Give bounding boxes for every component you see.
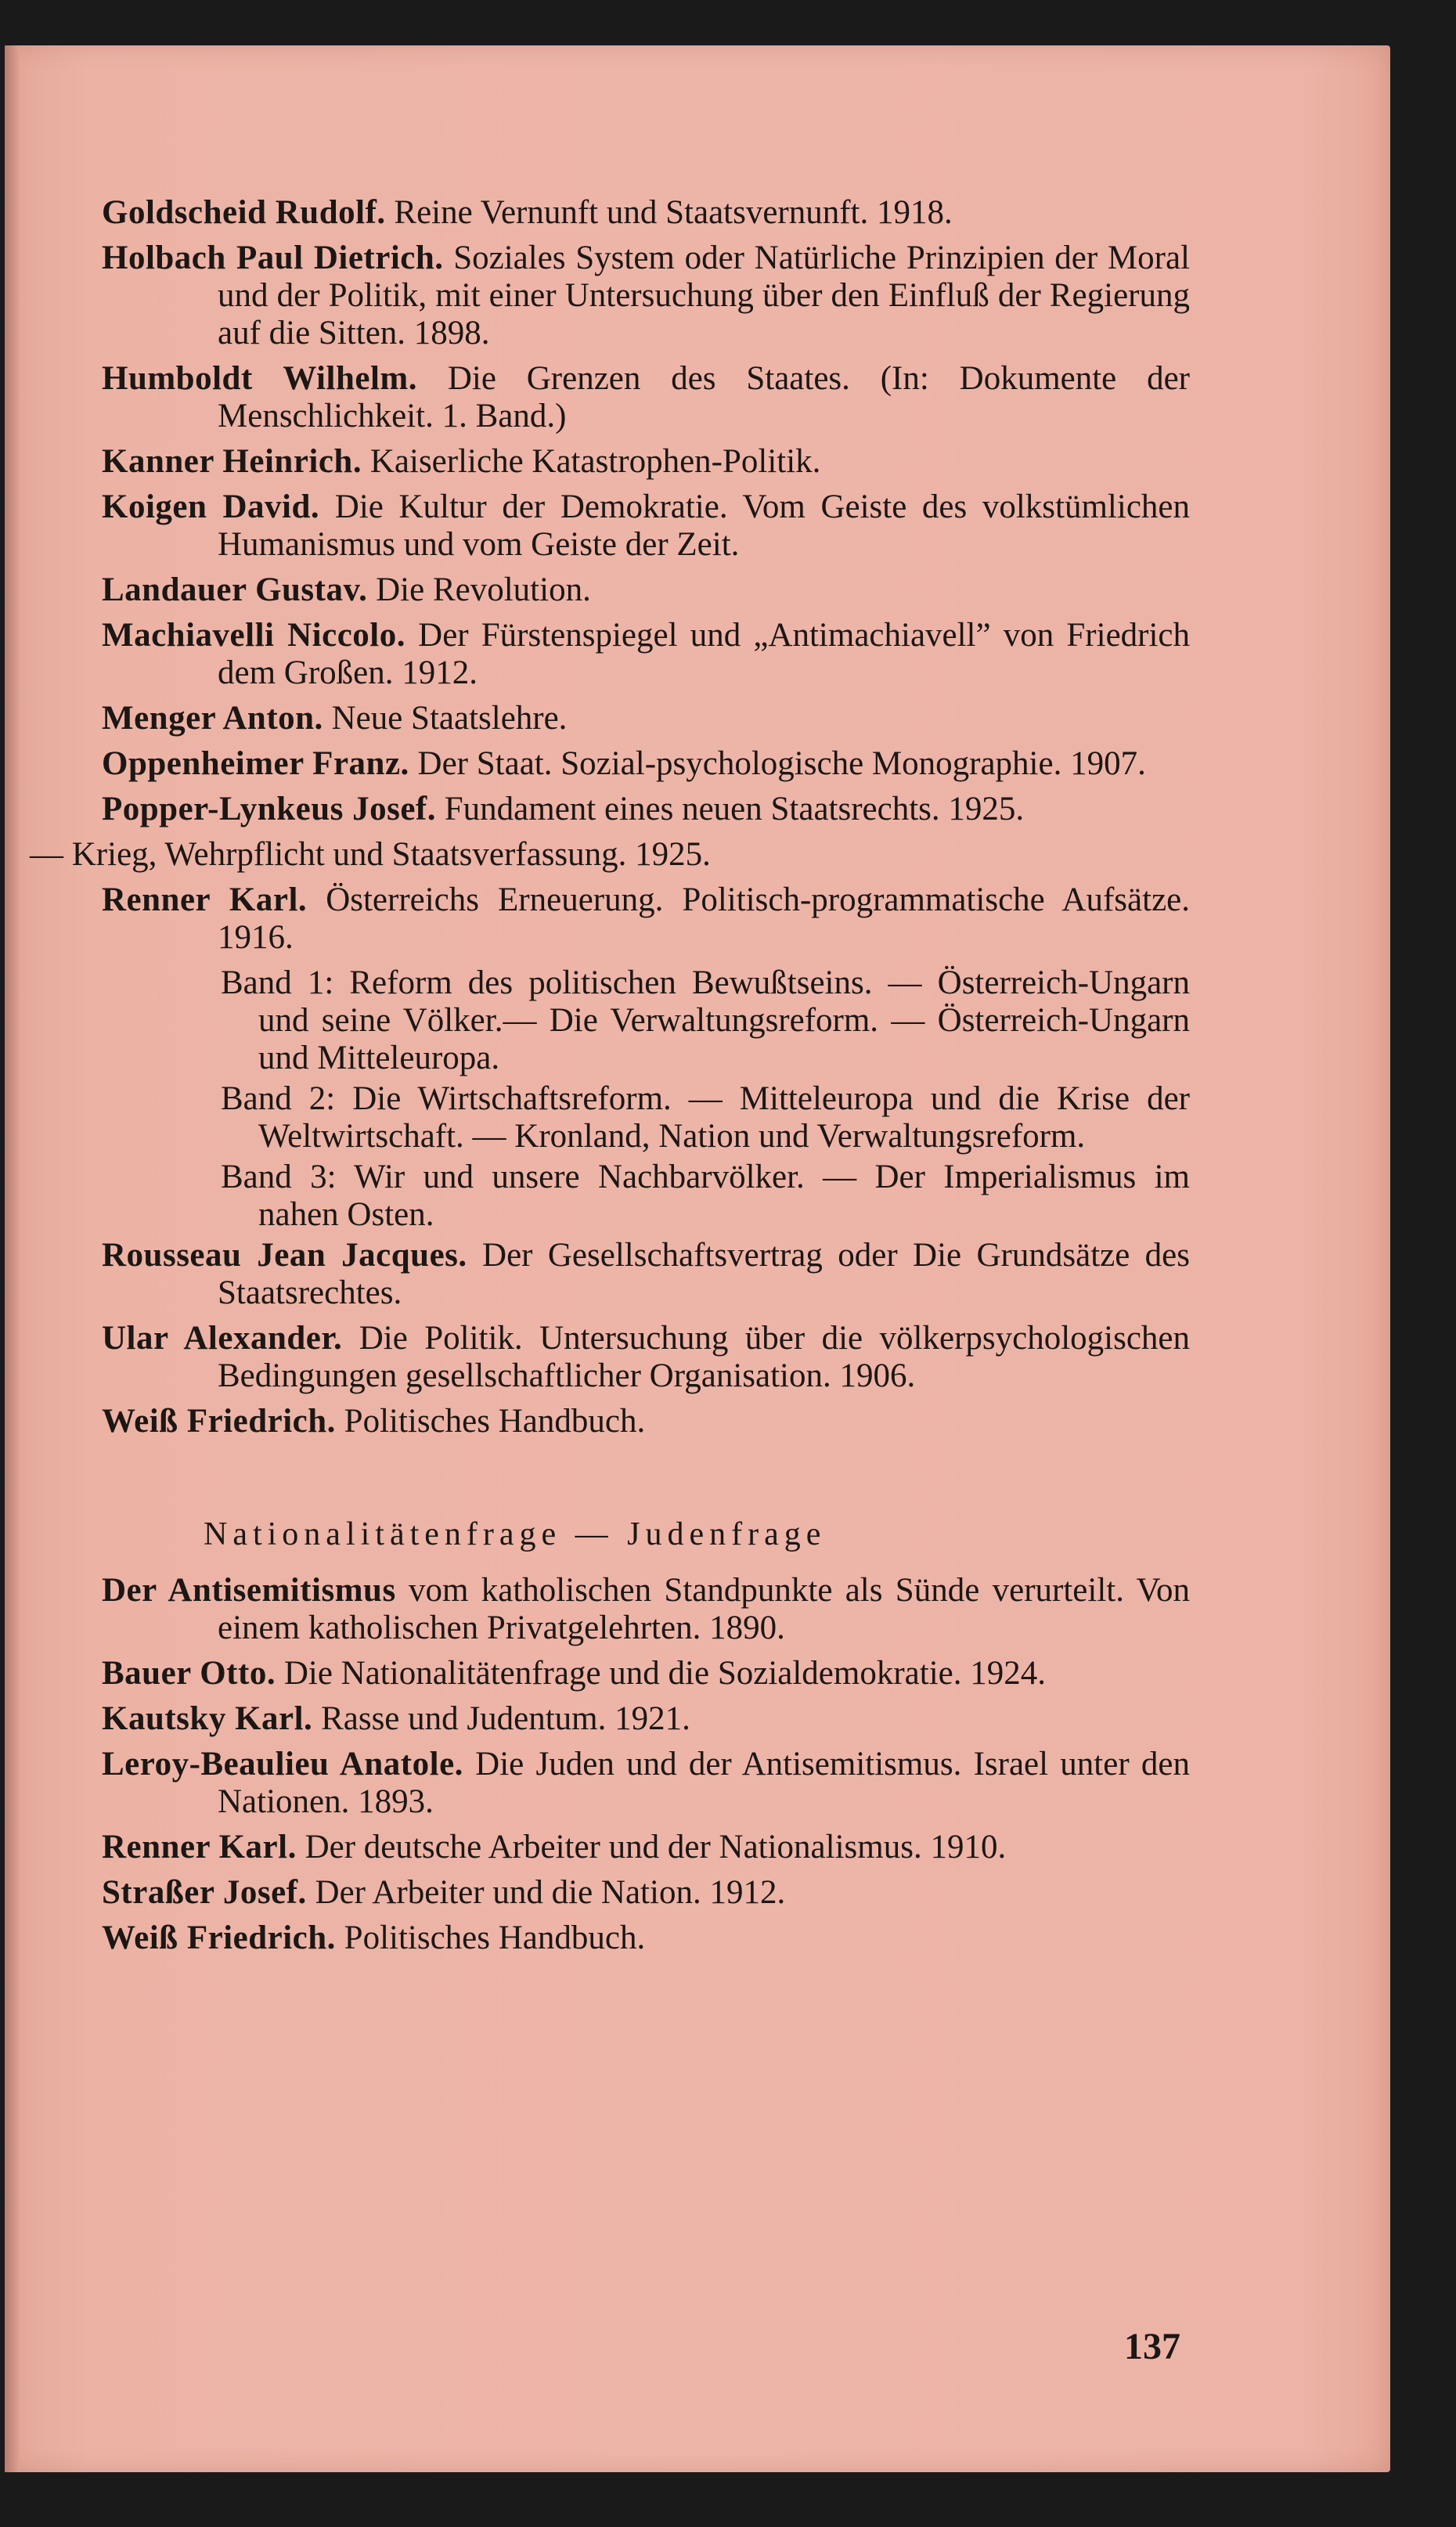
section-heading: Nationalitätenfrage — Judenfrage <box>204 1516 827 1552</box>
entry-text: Reine Vernunft und Staatsvernunft. 1918. <box>394 194 953 231</box>
entry-author: Popper-Lynkeus Josef. <box>102 791 436 827</box>
entry-text: Die Kultur der Demokratie. Vom Geiste des volkstümlichen Humanismus und vom Geiste der Zeit. <box>218 488 1190 563</box>
entry-text: Die Politik. Untersuchung über die völkerpsychologischen Bedingungen gesellschaftlicher Organisation. 1906. <box>218 1320 1191 1394</box>
entry-author: Menger Anton. <box>102 700 323 737</box>
entry-author: Machiavelli Niccolo. <box>102 617 405 654</box>
entry-author: Koigen David. <box>102 488 320 525</box>
entry-text: Der Arbeiter und die Nation. 1912. <box>315 1874 786 1911</box>
entry-author: Straßer Josef. <box>102 1874 307 1911</box>
bibliography-entry <box>102 194 1190 232</box>
bibliography-entry <box>102 443 1190 481</box>
entry-text: Der Gesellschaftsvertrag oder Die Grundsätze des Staatsrechtes. <box>218 1237 1191 1311</box>
entry-author: Holbach Paul Dietrich. <box>102 240 444 276</box>
bibliography-entry <box>102 1874 1190 1912</box>
bibliography-entry <box>102 571 1190 609</box>
bibliography-content <box>30 194 1191 1965</box>
entry-text: Fundament eines neuen Staatsrechts. 1925. <box>444 791 1025 827</box>
bibliography-entry <box>102 745 1190 783</box>
entry-text: Rasse und Judentum. 1921. <box>321 1700 690 1737</box>
volume-entry: Band 3: Wir und unsere Nachbarvölker. — Der Imperialismus im nahen Osten. <box>221 1159 1190 1233</box>
bibliography-entry <box>102 360 1190 435</box>
entry-author: Der Antisemitismus <box>102 1572 396 1609</box>
bibliography-entry <box>102 700 1190 737</box>
entry-author: Oppenheimer Franz. <box>102 745 409 782</box>
entry-text: Soziales System oder Natürliche Prinzipien der Moral und der Politik, mit einer Untersuchung über den Einfluß der Regierung auf die Sitten. 1898. <box>218 240 1190 351</box>
bibliography-entry <box>102 1829 1190 1866</box>
bibliography-entry <box>102 1920 1190 1957</box>
entry-text: Die Nationalitätenfrage und die Sozialdemokratie. 1924. <box>283 1655 1046 1692</box>
entry-author: Goldscheid Rudolf. <box>102 194 386 231</box>
entry-text: Die Grenzen des Staates. (In: Dokumente der Menschlichkeit. 1. Band.) <box>218 360 1190 434</box>
entry-author: Leroy-Beaulieu Anatole. <box>102 1746 463 1783</box>
bibliography-entry <box>102 240 1190 352</box>
book-page <box>5 45 1390 2472</box>
bibliography-entry <box>102 1746 1190 1821</box>
entry-author: Kautsky Karl. <box>102 1700 313 1737</box>
bibliography-entry <box>102 1320 1190 1395</box>
entry-text: — Krieg, Wehrpflicht und Staatsverfassung. 1925. <box>30 836 711 873</box>
entry-text: Der deutsche Arbeiter und der Nationalismus. 1910. <box>305 1829 1007 1866</box>
bibliography-entry-continuation <box>30 836 1190 874</box>
entry-text: Die Juden und der Antisemitismus. Israel unter den Nationen. 1893. <box>218 1746 1190 1820</box>
volume-entry: Band 2: Die Wirtschaftsreform. — Mitteleuropa und die Krise der Weltwirtschaft. — Kronland, Nation und Verwaltungsreform. <box>221 1080 1190 1155</box>
entry-author: Bauer Otto. <box>102 1655 276 1692</box>
bibliography-entry <box>102 881 1190 957</box>
bibliography-entry <box>102 1655 1190 1692</box>
volume-entry: Band 1: Reform des politischen Bewußtseins. — Österreich-Ungarn und seine Völker.— Die Verwaltungsreform. — Österreich-Ungarn und Mitteleuropa. <box>221 964 1190 1076</box>
entry-author: Renner Karl. <box>102 1829 297 1866</box>
entry-author: Ular Alexander. <box>102 1320 343 1357</box>
entry-text: Kaiserliche Katastrophen-Politik. <box>369 443 821 480</box>
entry-text: Neue Staatslehre. <box>331 700 568 737</box>
entry-text: Der Staat. Sozial-psychologische Monographie. 1907. <box>417 745 1146 782</box>
entry-text: Politisches Handbuch. <box>344 1403 646 1440</box>
entry-text: Politisches Handbuch. <box>344 1920 646 1956</box>
entry-author: Rousseau Jean Jacques. <box>102 1237 467 1274</box>
bibliography-entry <box>102 488 1190 564</box>
bibliography-entry <box>102 1237 1190 1312</box>
entry-text: Österreichs Erneuerung. Politisch-programmatische Aufsätze. 1916. <box>218 881 1190 956</box>
bibliography-entry <box>102 791 1190 828</box>
entry-author: Weiß Friedrich. <box>102 1920 336 1956</box>
entry-author: Weiß Friedrich. <box>102 1403 336 1440</box>
bibliography-entry <box>102 1572 1190 1647</box>
entry-author: Humboldt Wilhelm. <box>102 360 417 397</box>
page-number: 137 <box>1124 2326 1180 2367</box>
entry-author: Kanner Heinrich. <box>102 443 362 480</box>
bibliography-entry <box>102 617 1190 692</box>
bibliography-entry <box>102 1403 1190 1440</box>
bibliography-entry <box>102 1700 1190 1738</box>
entry-author: Landauer Gustav. <box>102 571 368 608</box>
entry-text: vom katholischen Standpunkte als Sünde verurteilt. Von einem katholischen Privatgelehrten. 1890. <box>218 1572 1191 1646</box>
entry-text: Der Fürstenspiegel und „Antimachiavell” von Friedrich dem Großen. 1912. <box>218 617 1191 691</box>
book-spine <box>5 45 19 2472</box>
entry-author: Renner Karl. <box>102 881 308 918</box>
entry-text: Die Revolution. <box>376 571 591 608</box>
